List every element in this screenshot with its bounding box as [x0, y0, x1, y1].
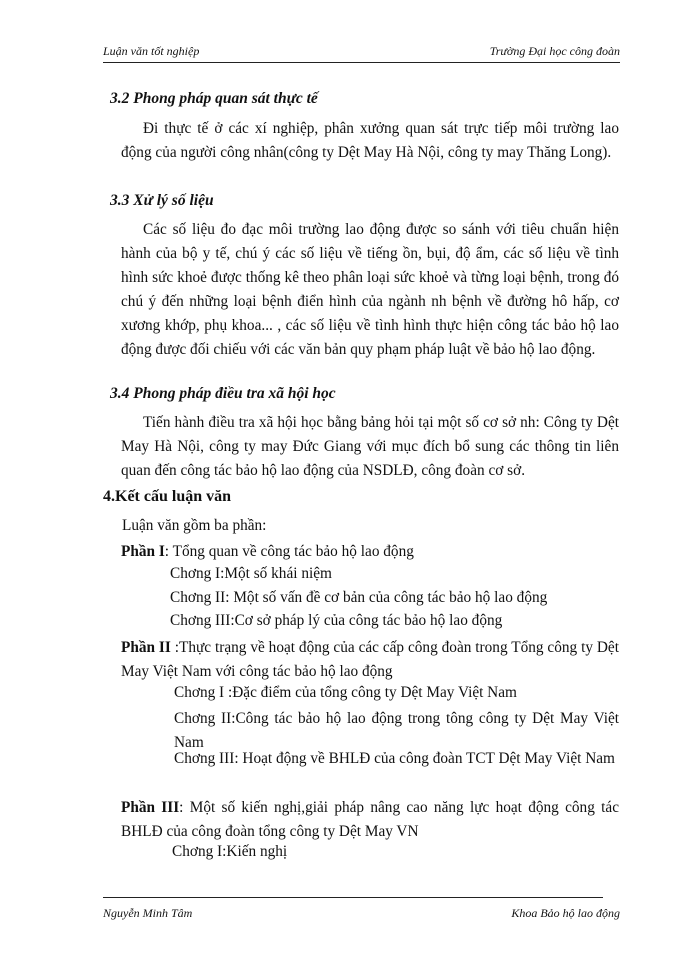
part-3 — [121, 796, 619, 844]
part-2-text: :Thực trạng về hoạt động của các cấp công đoàn trong Tổng công ty Dệt May Việt Nam với công tác bảo hộ lao động — [121, 639, 619, 680]
part-3-label: Phần III — [121, 799, 180, 816]
section-3-3-body: Các số liệu đo đạc môi trường lao động được so sánh với tiêu chuẩn hiện hành của bộ y tế, chú ý các số liệu về tiếng ồn, bụi, độ ẩm, các số liệu về tình hình sức khoẻ được thống kê theo phân loại sức khoẻ và từng loại bệnh, trong đó chú ý đến những loại bệnh điển hình của ngành nh bệnh về đường hô hấp, cơ xương khớp, phụ khoa... , các số liệu về tình hình thực hiện công tác bảo hộ lao động được đối chiếu với các văn bản quy phạm pháp luật về bảo hộ lao động. — [121, 221, 619, 358]
part-1-label: Phần I — [121, 543, 165, 560]
part-2-chapter-3: Chơng III: Hoạt động về BHLĐ của công đoàn TCT Dệt May Việt Nam — [174, 750, 615, 767]
part-2-chapter-1: Chơng I :Đặc điểm của tổng công ty Dệt May Việt Nam — [174, 684, 517, 701]
section-4-title: 4.Kết cấu luận văn — [103, 488, 232, 505]
section-3-4-body: Tiến hành điều tra xã hội học bằng bảng hỏi tại một số cơ sở nh: Công ty Dệt May Hà Nội, công ty may Đức Giang với mục đích bổ sung các thông tin liên quan đến công tác bảo hộ lao động của NSDLĐ, công đoàn cơ sở. — [121, 414, 619, 479]
part-2-chapter-2: Chơng II:Công tác bảo hộ lao động trong tông công ty Dệt May Việt Nam — [174, 710, 619, 751]
part-3-chapter-1: Chơng I:Kiến nghị — [172, 843, 288, 860]
part-1-chapter-3: Chơng III:Cơ sở pháp lý của công tác bảo hộ lao động — [170, 612, 503, 629]
header-rule — [103, 62, 620, 63]
footer-rule — [103, 897, 603, 898]
footer-department: Khoa Bảo hộ lao động — [511, 906, 620, 920]
part-2 — [121, 636, 619, 684]
part-3-text: : Một số kiến nghị,giải pháp nâng cao năng lực hoạt động công tác BHLĐ của công đoàn tổng công ty Dệt May VN — [121, 799, 619, 840]
section-3-2-body: Đi thực tế ở các xí nghiệp, phân xưởng quan sát trực tiếp môi trường lao động của người công nhân(công ty Dệt May Hà Nội, công ty may Thăng Long). — [121, 120, 619, 161]
footer-author: Nguyễn Minh Tâm — [103, 906, 193, 920]
section-3-4-title: 3.4 Phong pháp điều tra xã hội học — [110, 385, 336, 402]
header-thesis-label: Luận văn tốt nghiệp — [103, 44, 200, 58]
part-2-label: Phần II — [121, 639, 171, 656]
part-1 — [121, 540, 619, 564]
part-1-chapter-2: Chơng II: Một số vấn đề cơ bản của công tác bảo hộ lao động — [170, 589, 548, 606]
header-university: Trường Đại học công đoàn — [489, 44, 620, 58]
section-3-2-title: 3.2 Phong pháp quan sát thực tế — [110, 90, 318, 107]
part-1-chapter-1: Chơng I:Một số khái niệm — [170, 565, 332, 582]
part-1-text: : Tổng quan về công tác bảo hộ lao động — [164, 543, 414, 560]
section-3-3-title: 3.3 Xử lý số liệu — [110, 192, 214, 209]
structure-intro: Luận văn gồm ba phần: — [122, 517, 267, 534]
